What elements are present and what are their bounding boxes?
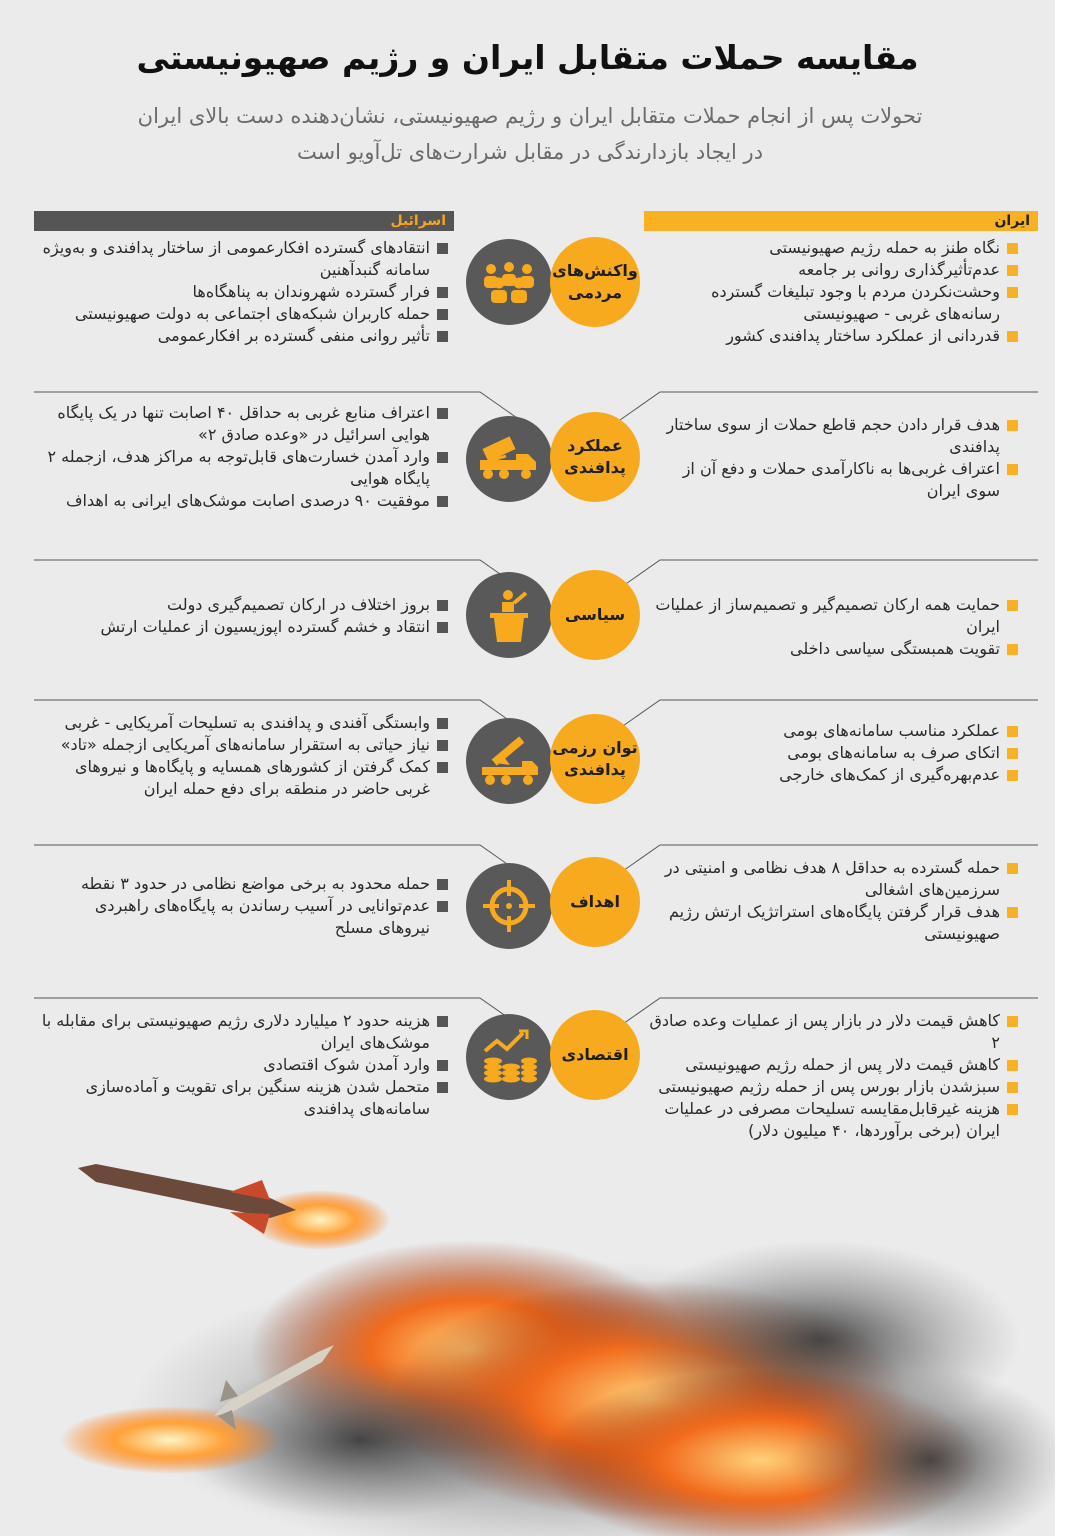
list-item: کاهش قیمت دلار پس از حمله رژیم صهیونیستی bbox=[645, 1054, 1020, 1076]
list-item: اعتراف غربی‌ها به ناکارآمدی حملات و دفع آن از سوی ایران bbox=[645, 458, 1020, 502]
page-edge-strip bbox=[1055, 0, 1072, 1536]
coins-chart-icon bbox=[466, 1014, 552, 1100]
category-targets bbox=[550, 857, 640, 947]
category-defense-performance bbox=[550, 412, 640, 502]
list-item: تقویت همبستگی سیاسی داخلی bbox=[645, 638, 1020, 660]
israel-list-political bbox=[40, 594, 450, 638]
category-label-line: پدافندی bbox=[564, 458, 626, 477]
upper-missile bbox=[78, 1164, 390, 1250]
list-item: بروز اختلاف در ارکان تصمیم‌گیری دولت bbox=[40, 594, 450, 616]
israel-list-economic bbox=[40, 1010, 450, 1120]
list-item: حمله محدود به برخی مواضع نظامی در حدود ۳ نقطه bbox=[40, 873, 450, 895]
category-public-reaction bbox=[550, 237, 640, 327]
list-item: فرار گسترده شهروندان به پناهگاه‌ها bbox=[40, 281, 450, 303]
category-label-line: اهداف bbox=[570, 892, 620, 911]
list-item: کاهش قیمت دلار در بازار پس از عملیات وعده صادق ۲ bbox=[645, 1010, 1020, 1054]
list-item: حمله گسترده به حداقل ۸ هدف نظامی و امنیتی در سرزمین‌های اشغالی bbox=[645, 857, 1020, 901]
comparison-row-combat-power bbox=[0, 698, 1055, 838]
list-item: هدف قرار گرفتن پایگاه‌های استراتژیک ارتش رژیم صهیونیستی bbox=[645, 901, 1020, 945]
list-item: وحشت‌نکردن مردم با وجود تبلیغات گسترده رسانه‌های غربی - صهیونیستی bbox=[645, 281, 1020, 325]
category-political bbox=[550, 570, 640, 660]
list-item: وارد آمدن شوک اقتصادی bbox=[40, 1054, 450, 1076]
israel-list-targets bbox=[40, 873, 450, 939]
category-label-line: سیاسی bbox=[564, 605, 626, 624]
list-item: کمک گرفتن از کشورهای همسایه و پایگاه‌ها و نیروهای غربی حاضر در منطقه برای دفع حمله ایران bbox=[40, 756, 450, 800]
israel-list-defense-performance bbox=[40, 402, 450, 512]
list-item: حمله کاربران شبکه‌های اجتماعی به دولت صهیونیستی bbox=[40, 303, 450, 325]
comparison-row-political bbox=[0, 558, 1055, 678]
iran-list-defense-performance bbox=[645, 414, 1020, 502]
list-item: اتکای صرف به سامانه‌های بومی bbox=[645, 742, 1020, 764]
category-label-line: واکنش‌های bbox=[552, 261, 638, 280]
list-item: اعتراف منابع غربی به حداقل ۴۰ اصابت تنها در یک پایگاه هوایی اسرائیل در «وعده صادق ۲» bbox=[40, 402, 450, 446]
list-item: عدم‌تأثیرگذاری روانی بر جامعه bbox=[645, 259, 1020, 281]
category-combat-power bbox=[550, 714, 640, 804]
page-subtitle bbox=[120, 98, 940, 170]
list-item: انتقادهای گسترده افکارعمومی از ساختار پدافندی و به‌ویژه سامانه گنبدآهنین bbox=[40, 237, 450, 281]
list-item: حمایت همه ارکان تصمیم‌گیر و تصمیم‌ساز از عملیات ایران bbox=[645, 594, 1020, 638]
podium-speaker-icon bbox=[466, 572, 552, 658]
subtitle-line-1: تحولات پس از انجام حملات متقابل ایران و رژیم صهیونیستی، نشان‌دهنده دست بالای ایران bbox=[137, 104, 923, 128]
israel-column-header: اسرائیل bbox=[34, 211, 454, 231]
list-item: عملکرد مناسب سامانه‌های بومی bbox=[645, 720, 1020, 742]
rocket-launcher-truck-icon bbox=[466, 416, 552, 502]
list-item: هدف قرار دادن حجم قاطع حملات از سوی ساختار پدافندی bbox=[645, 414, 1020, 458]
crowd-icon bbox=[466, 239, 552, 325]
iran-list-combat-power bbox=[645, 720, 1020, 786]
iran-list-political bbox=[645, 594, 1020, 660]
list-item: تأثیر روانی منفی گسترده بر افکارعمومی bbox=[40, 325, 450, 347]
list-item: موفقیت ۹۰ درصدی اصابت موشک‌های ایرانی به اهداف bbox=[40, 490, 450, 512]
category-label-line: پدافندی bbox=[564, 760, 626, 779]
list-item: انتقاد و خشم گسترده اپوزیسیون از عملیات ارتش bbox=[40, 616, 450, 638]
iran-list-targets bbox=[645, 857, 1020, 945]
list-item: هزینه غیرقابل‌مقایسه تسلیحات مصرفی در عملیات ایران (برخی برآوردها، ۴۰ میلیون دلار) bbox=[645, 1098, 1020, 1142]
comparison-row-targets bbox=[0, 843, 1055, 983]
list-item: هزینه حدود ۲ میلیارد دلاری رژیم صهیونیستی برای مقابله با موشک‌های ایران bbox=[40, 1010, 450, 1054]
list-item: نگاه طنز به حمله رژیم صهیونیستی bbox=[645, 237, 1020, 259]
list-item: سبزشدن بازار بورس پس از حمله رژیم صهیونیستی bbox=[645, 1076, 1020, 1098]
category-label-line: اقتصادی bbox=[561, 1045, 629, 1064]
missile-explosion-illustration bbox=[0, 1140, 1055, 1536]
iran-list-public-reaction bbox=[645, 237, 1020, 347]
israel-list-public-reaction bbox=[40, 237, 450, 347]
subtitle-line-2: در ایجاد بازدارندگی در مقابل شرارت‌های تل‌آویو است bbox=[296, 140, 764, 164]
comparison-row-public-reaction bbox=[0, 233, 1055, 383]
comparison-row-defense-performance bbox=[0, 390, 1055, 550]
page-title: مقایسه حملات متقابل ایران و رژیم صهیونیستی bbox=[136, 38, 919, 77]
list-item: عدم‌توانایی در آسیب رساندن به پایگاه‌های راهبردی نیروهای مسلح bbox=[40, 895, 450, 939]
list-item: متحمل شدن هزینه سنگین برای تقویت و آماده‌سازی سامانه‌های پدافندی bbox=[40, 1076, 450, 1120]
iran-list-economic bbox=[645, 1010, 1020, 1142]
category-economic bbox=[550, 1010, 640, 1100]
list-item: قدردانی از عملکرد ساختار پدافندی کشور bbox=[645, 325, 1020, 347]
category-label-line: توان رزمی bbox=[552, 738, 638, 757]
iran-column-header: ایران bbox=[644, 211, 1038, 231]
list-item: وابستگی آفندی و پدافندی به تسلیحات آمریکایی - غربی bbox=[40, 712, 450, 734]
missile-launcher-icon bbox=[466, 718, 552, 804]
target-crosshair-icon bbox=[466, 863, 552, 949]
category-label-line: عملکرد bbox=[567, 436, 623, 455]
israel-list-combat-power bbox=[40, 712, 450, 800]
comparison-row-economic bbox=[0, 996, 1055, 1146]
category-label-line: مردمی bbox=[567, 283, 623, 302]
list-item: وارد آمدن خسارت‌های قابل‌توجه به مراکز هدف، ازجمله ۲ پایگاه هوایی bbox=[40, 446, 450, 490]
list-item: نیاز حیاتی به استقرار سامانه‌های آمریکایی ازجمله «تاد» bbox=[40, 734, 450, 756]
list-item: عدم‌بهره‌گیری از کمک‌های خارجی bbox=[645, 764, 1020, 786]
